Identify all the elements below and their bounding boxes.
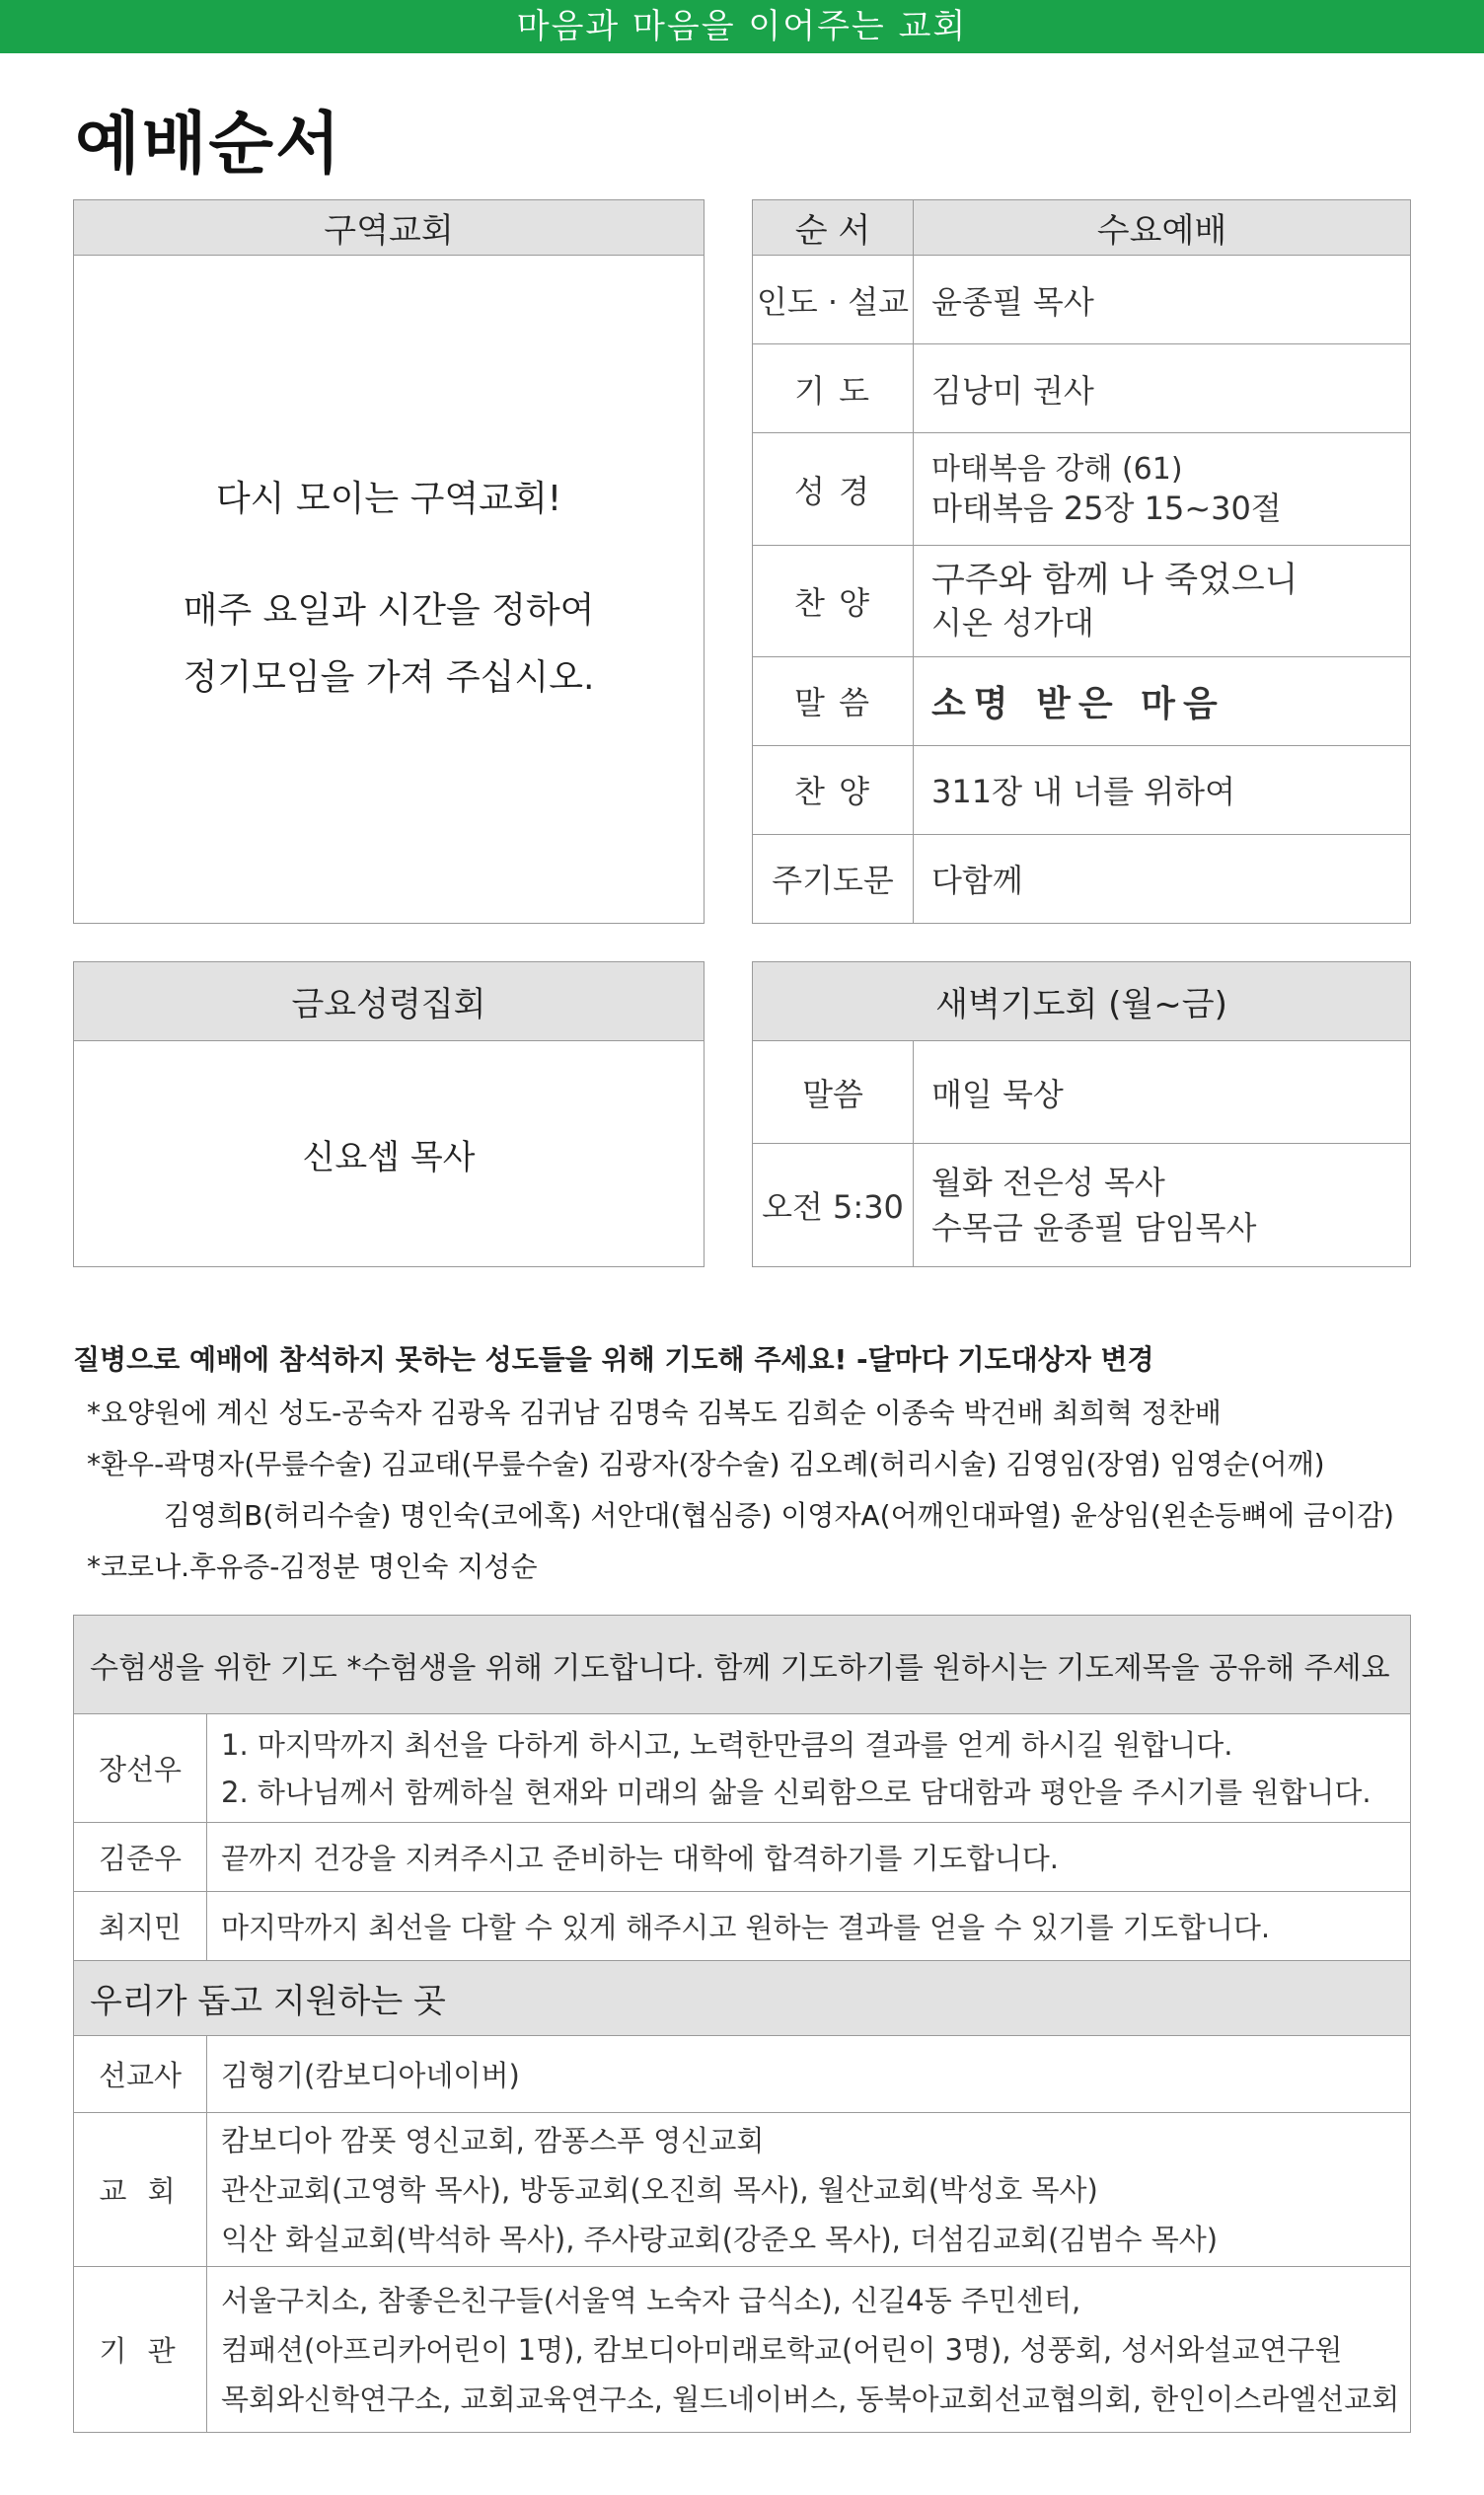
order-label: 찬 양 [753,745,914,834]
page-title: 예배순서 [75,106,342,184]
order-label: 주기도문 [753,834,914,923]
dawn-leader-1: 월화 전은성 목사 [931,1163,1165,1201]
student-name: 최지민 [74,1892,207,1961]
student-prayer: 끝까지 건강을 지켜주시고 준비하는 대학에 합격하기를 기도합니다. [207,1823,1411,1892]
student-prayer: 1. 마지막까지 최선을 다하게 하시고, 노력한만큼의 결과를 얻게 하시길 원합니다. [221,1727,1233,1762]
dawn-prayer-table [752,961,1411,1267]
dawn-header: 새벽기도회 (월~금) [753,962,1411,1041]
wednesday-column-header: 수요예배 [914,200,1411,256]
scripture-series: 마태복음 강해 (61) [931,452,1183,488]
support-item: 김형기(캄보디아네이버) [207,2036,1411,2113]
hymn-value: 311장 내 너를 위하여 [914,745,1411,834]
wednesday-service-table [752,199,1411,924]
anthem-choir: 시온 성가대 [931,603,1094,642]
prayer-line: *환우-곽명자(무릎수술) 김교태(무릎수술) 김광자(장수술) 김오례(허리시술) 김영임(장염) 임영순(어깨) [87,1448,1325,1480]
cell-group-table [73,199,705,924]
support-item: 목회와신학연구소, 교회교육연구소, 월드네이버스, 동북아교회선교협의회, 한인이스라엘선교회 [221,2382,1400,2416]
student-prayer: 2. 하나님께서 함께하실 현재와 미래의 삶을 신뢰함으로 담대함과 평안을 주시기를 원합니다. [221,1775,1372,1809]
order-column-header: 순 서 [753,200,914,256]
dawn-leader-2: 수목금 윤종필 담임목사 [931,1209,1257,1247]
order-value: 다함께 [914,834,1411,923]
prayer-list-title: 질병으로 예배에 참석하지 못하는 성도들을 위해 기도해 주세요! -달마다 기도대상자 변경 [73,1343,1154,1376]
dawn-label: 말씀 [753,1041,914,1144]
friday-service-table [73,961,705,1267]
prayer-line: 김영희B(허리수술) 명인숙(코에혹) 서안대(협심증) 이영자A(어깨인대파열) 윤상임(왼손등뼈에 금이감) [164,1499,1394,1532]
students-header: 수험생을 위한 기도 *수험생을 위해 기도합니다. 함께 기도하기를 원하시는 기도제목을 공유해 주세요 [74,1616,1411,1714]
dawn-time: 오전 5:30 [753,1144,914,1267]
order-label: 말 씀 [753,656,914,745]
support-item: 캄보디아 깜폿 영신교회, 깜퐁스푸 영신교회 [221,2123,765,2157]
support-category: 선교사 [74,2036,207,2113]
support-item: 관산교회(고영학 목사), 방동교회(오진희 목사), 월산교회(박성호 목사) [221,2172,1098,2207]
order-value: 윤종필 목사 [914,256,1411,344]
support-item: 컴패션(아프리카어린이 1명), 캄보디아미래로학교(어린이 3명), 성풍회, 성서와설교연구원 [221,2332,1343,2367]
order-label: 찬 양 [753,546,914,656]
cell-group-line1: 다시 모이는 구역교회! [215,479,562,520]
prayer-line: *코로나.후유증-김정분 명인숙 지성순 [87,1550,538,1583]
order-label: 기 도 [753,344,914,433]
order-value: 김낭미 권사 [914,344,1411,433]
friday-leader: 신요셉 목사 [74,1041,705,1267]
prayer-list [73,1338,1435,1593]
support-item: 익산 화실교회(박석하 목사), 주사랑교회(강준오 목사), 더섬김교회(김범수 목사) [221,2222,1219,2256]
prayer-line: *요양원에 계신 성도-공숙자 김광옥 김귀남 김명숙 김복도 김희순 이종숙 박건배 최희혁 정찬배 [87,1397,1222,1429]
anthem-title: 구주와 함께 나 죽었으니 [931,561,1298,601]
student-name: 김준우 [74,1823,207,1892]
cell-group-body [74,256,705,924]
support-category: 기 관 [74,2267,207,2433]
cell-group-line2: 매주 요일과 시간을 정하여 [183,589,595,631]
student-prayer: 마지막까지 최선을 다할 수 있게 해주시고 원하는 결과를 얻을 수 있기를 기도합니다. [207,1892,1411,1961]
banner: 마음과 마음을 이어주는 교회 [0,0,1484,53]
scripture-passage: 마태복음 25장 15~30절 [931,489,1282,527]
support-header: 우리가 돕고 지원하는 곳 [74,1961,1411,2036]
dawn-value: 매일 묵상 [914,1041,1411,1144]
cell-group-header: 구역교회 [74,200,705,256]
support-item: 서울구치소, 참좋은친구들(서울역 노숙자 급식소), 신길4동 주민센터, [221,2283,1081,2317]
students-support-table [73,1615,1411,2433]
support-category: 교 회 [74,2113,207,2267]
friday-header: 금요성령집회 [74,962,705,1041]
order-label: 성 경 [753,433,914,546]
sermon-title: 소명 받은 마음 [914,656,1411,745]
student-name: 장선우 [74,1714,207,1823]
order-label: 인도 · 설교 [753,256,914,344]
cell-group-line3: 정기모임을 가져 주십시오. [183,657,595,699]
